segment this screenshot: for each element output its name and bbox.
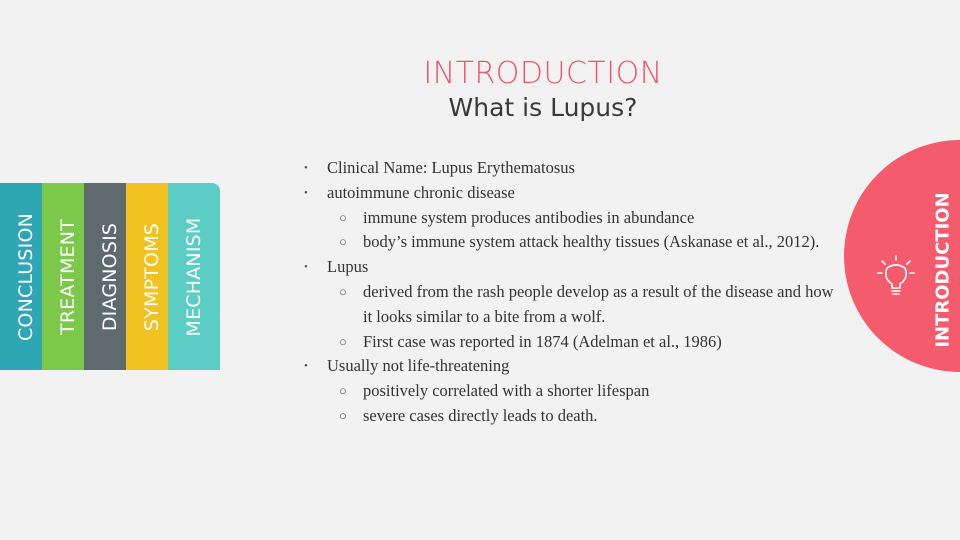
bullet-item: • Clinical Name: Lupus Erythematosus [300,156,840,181]
sub-bullet-item: ○ First case was reported in 1874 (Adelman et al., 1986) [300,330,840,355]
bullet-content [300,156,840,429]
page-title: INTRODUCTION [423,56,663,91]
sub-bullet-item: ○ immune system produces antibodies in abundance [300,206,840,231]
tab-label: TREATMENT [57,218,79,335]
tab-label: DIAGNOSIS [99,222,121,331]
page-subtitle: What is Lupus? [448,93,638,122]
sub-bullet-item: ○ positively correlated with a shorter lifespan [300,379,840,404]
tab-label: SYMPTOMS [141,222,163,331]
sub-bullet-item: ○ severe cases directly leads to death. [300,404,840,429]
sub-bullet-item: ○ derived from the rash people develop as a result of the disease and how it looks similar to a bite from a wolf. [300,280,840,330]
tab-label-introduction: INTRODUCTION [932,192,954,348]
tab-label: CONCLUSION [15,212,37,341]
bullet-item: • Usually not life-threatening [300,354,840,379]
bullet-item: • autoimmune chronic disease [300,181,840,206]
tab-label: MECHANISM [183,216,205,337]
tab-mechanism[interactable] [168,183,220,370]
bullet-item: • Lupus [300,255,840,280]
lightbulb-icon [872,254,920,302]
sub-bullet-item: ○ body’s immune system attack healthy tissues (Askanase et al., 2012). [300,230,840,255]
